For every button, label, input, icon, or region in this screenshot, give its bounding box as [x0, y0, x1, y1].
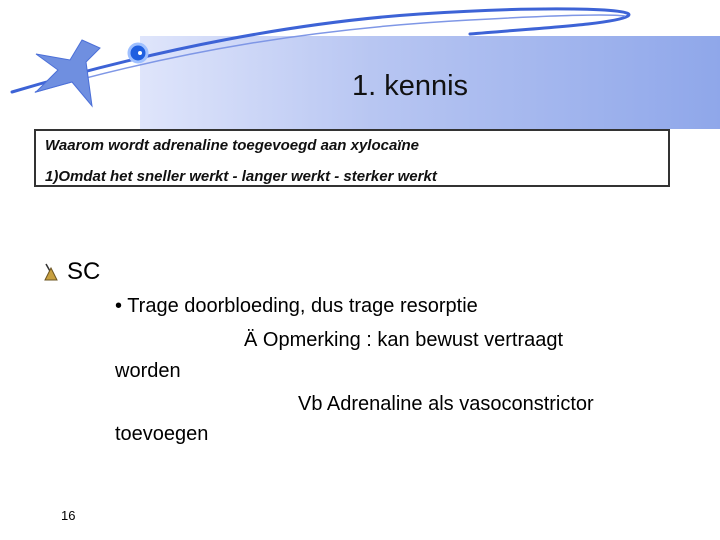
- question-box: [34, 129, 670, 187]
- toevoegen-text: toevoegen: [115, 423, 209, 445]
- page-number: 16: [61, 508, 76, 523]
- logo-swoosh-icon: [0, 0, 720, 130]
- example-text: Vb Adrenaline als vasoconstrictor: [298, 393, 594, 415]
- opmerking-line: [244, 329, 563, 352]
- worden-text: worden: [115, 360, 181, 382]
- bullet-icon: [43, 262, 59, 282]
- slide-title: 1. kennis: [351, 70, 469, 102]
- answer-text: 1)Omdat het sneller werkt - langer werkt - sterker werkt: [45, 168, 437, 185]
- bullet-trage-doorbloeding: • Trage doorbloeding, dus trage resorptie: [115, 295, 478, 317]
- question-text: Waarom wordt adrenaline toegevoegd aan xylocaïne: [45, 137, 419, 154]
- opmerking-text: Opmerking : kan bewust vertraagt: [262, 329, 564, 351]
- star-icon: [36, 40, 100, 106]
- arrow-glyph: Ä: [244, 329, 258, 351]
- bullet-level1-text: SC: [67, 258, 101, 285]
